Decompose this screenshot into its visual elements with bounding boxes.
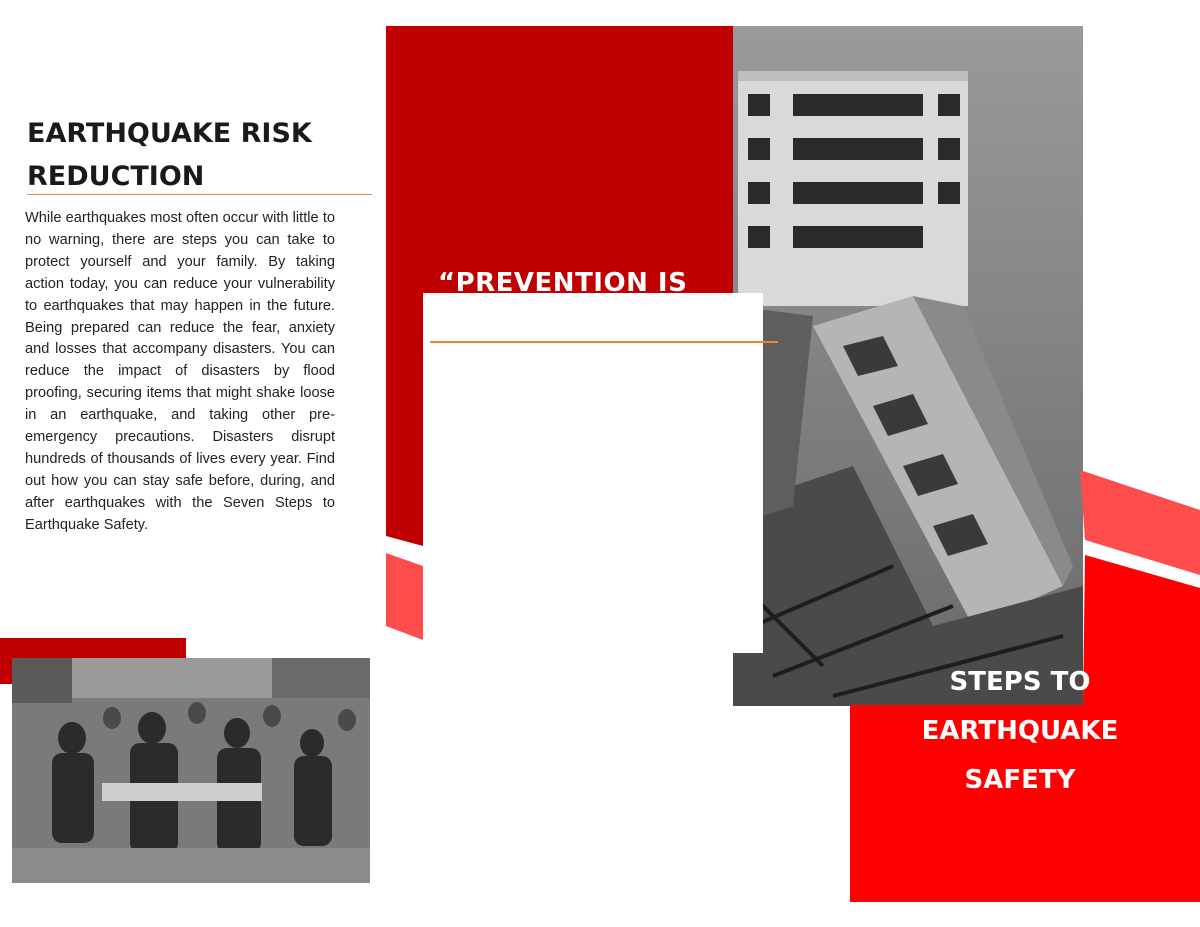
quote-box bbox=[423, 293, 763, 653]
rescue-photo bbox=[12, 658, 370, 883]
quote-divider bbox=[430, 341, 778, 343]
cover-title-line-2: EARTHQUAKE bbox=[921, 716, 1119, 746]
title-divider bbox=[27, 194, 372, 195]
cover-title-line-1: STEPS TO bbox=[949, 667, 1091, 697]
quote-text: “PREVENTION IS bbox=[438, 268, 688, 298]
cover-title-line-3: SAFETY bbox=[964, 765, 1076, 795]
section-title: EARTHQUAKE RISK REDUCTION bbox=[27, 118, 312, 192]
accent-red-bar bbox=[0, 638, 186, 658]
body-paragraph: While earthquakes most often occur with little to no warning, there are steps you can take to protect yourself and your family. By taking action today, you can reduce your vulnerability to earthquakes that may happen in the future. Being prepared can reduce the fear, anxiety and losses that accompany disasters. You can reduce the impact of disasters by flood proofing, securing items that might shake loose in an earthquake, and taking other pre-emergency precautions. Disasters disrupt hundreds of thousands of lives every year. Find out how you can stay safe before, during, and after earthquakes with the Seven Steps to Earthquake Safety. bbox=[25, 210, 335, 533]
accent-red-tail bbox=[0, 658, 12, 684]
cover-title bbox=[880, 658, 1160, 805]
